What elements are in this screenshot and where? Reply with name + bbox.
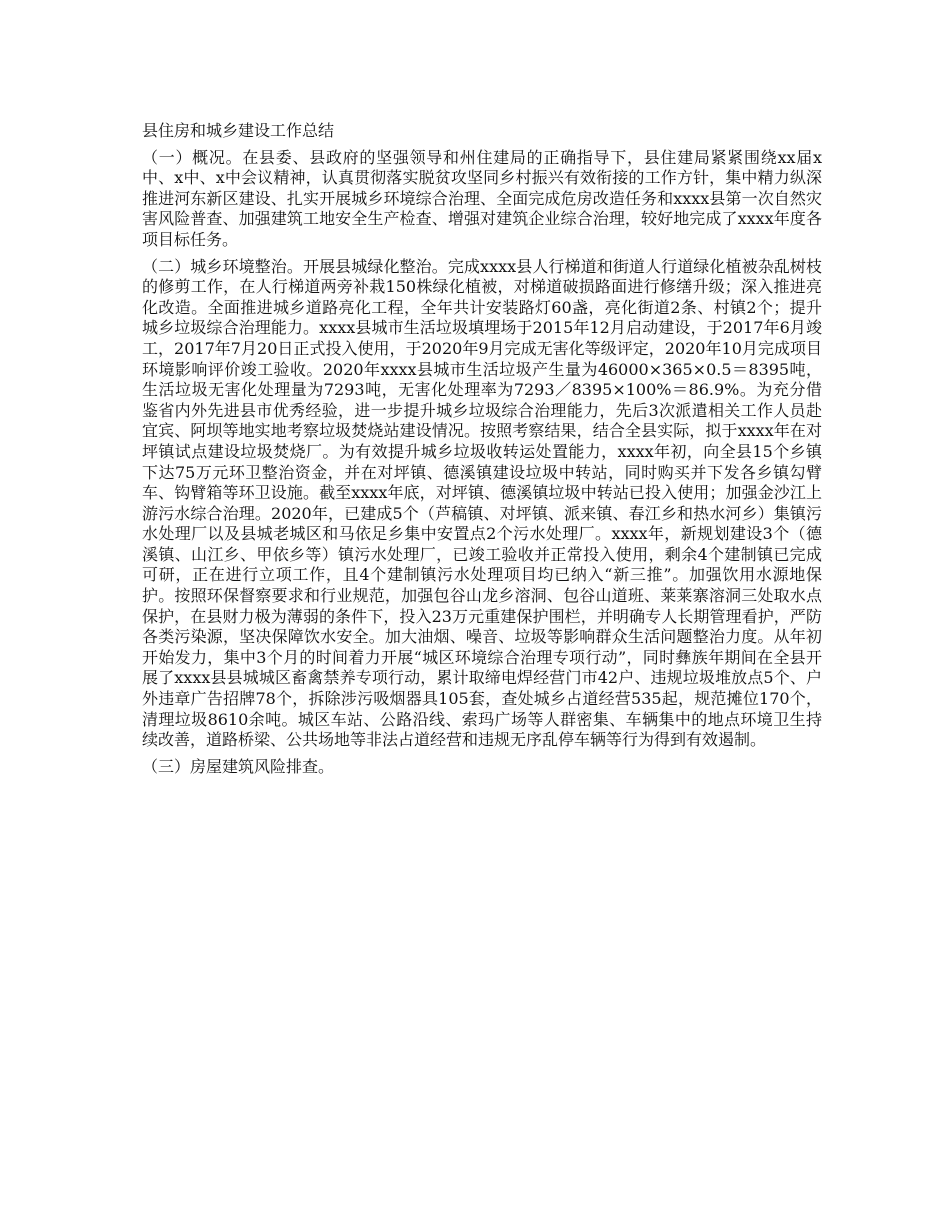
paragraph-environment: （二）城乡环境整治。开展县城绿化整治。完成xxxx县人行梯道和街道人行道绿化植被杂乱树枝的修剪工作，在人行梯道两旁补栽150株绿化植被，对梯道破损路面进行修缮升级；深入推进亮化改造。全面推进城乡道路亮化工程，全年共计安装路灯60盏，亮化街道2条、村镇2个；提升城乡垃圾综合治理能力。xxxx县城市生活垃圾填埋场于2015年12月启动建设，于2017年6月竣工，2017年7月20日正式投入使用，于2020年9月完成无害化等级评定，2020年10月完成项目环境影响评价竣工验收。2020年xxxx县城市生活垃圾产生量为46000×365×0.5＝8395吨，生活垃圾无害化处理量为7293吨，无害化处理率为7293／8395×100%＝86.9%。为充分借鉴省内外先进县市优秀经验，进一步提升城乡垃圾综合治理能力，先后3次派遣相关工作人员赴宜宾、阿坝等地实地考察垃圾焚烧站建设情况。按照考察结果，结合全县实际，拟于xxxx年在对坪镇试点建设垃圾焚烧厂。为有效提升城乡垃圾收转运处置能力，xxxx年初，向全县15个乡镇下达75万元环卫整治资金，并在对坪镇、德溪镇建设垃圾中转站，同时购买并下发各乡镇勾臂车、钩臂箱等环卫设施。截至xxxx年底，对坪镇、德溪镇垃圾中转站已投入使用；加强金沙江上游污水综合治理。2020年，已建成5个（芦稿镇、对坪镇、派来镇、春江乡和热水河乡）集镇污水处理厂以及县城老城区和马依足乡集中安置点2个污水处理厂。xxxx年，新规划建设3个（德溪镇、山江乡、甲依乡等）镇污水处理厂，已竣工验收并正常投入使用，剩余4个建制镇已完成可研，正在进行立项工作，且4个建制镇污水处理项目均已纳入“新三推”。加强饮用水源地保护。按照环保督察要求和行业规范，加强包谷山龙乡溶洞、包谷山道班、莱莱寨溶洞三处取水点保护，在县财力极为薄弱的条件下，投入23万元重建保护围栏，并明确专人长期管理看护，严防各类污染源，坚决保障饮水安全。加大油烟、噪音、垃圾等影响群众生活问题整治力度。从年初开始发力，集中3个月的时间着力开展“城区环境综合治理专项行动”，同时彝族年期间在全县开展了xxxx县县城城区畜禽禁养专项行动，累计取缔电焊经营门市42户、违规垃圾堆放点5个、户外违章广告招牌78个，拆除涉污吸烟器具105套，查处城乡占道经营535起，规范摊位170个，清理垃圾8610余吨。城区车站、公路沿线、索玛广场等人群密集、车辆集中的地点环境卫生持续改善，道路桥梁、公共场地等非法占道经营和违规无序乱停车辆等行为得到有效遏制。 — [142, 256, 822, 750]
paragraph-risk-inspection: （三）房屋建筑风险排查。 — [142, 756, 335, 776]
document-title: 县住房和城乡建设工作总结 — [142, 121, 335, 140]
paragraph-overview: （一）概况。在县委、县政府的坚强领导和州住建局的正确指导下，县住建局紧紧围绕xx届x中、x中、x中会议精神，认真贯彻落实脱贫攻坚同乡村振兴有效衔接的工作方针，集中精力纵深推进河东新区建设、扎实开展城乡环境综合治理、全面完成危房改造任务和xxxx县第一次自然灾害风险普查、加强建筑工地安全生产检查、增强对建筑企业综合治理，较好地完成了xxxx年度各项目标任务。 — [142, 147, 822, 249]
document-page — [142, 121, 822, 783]
